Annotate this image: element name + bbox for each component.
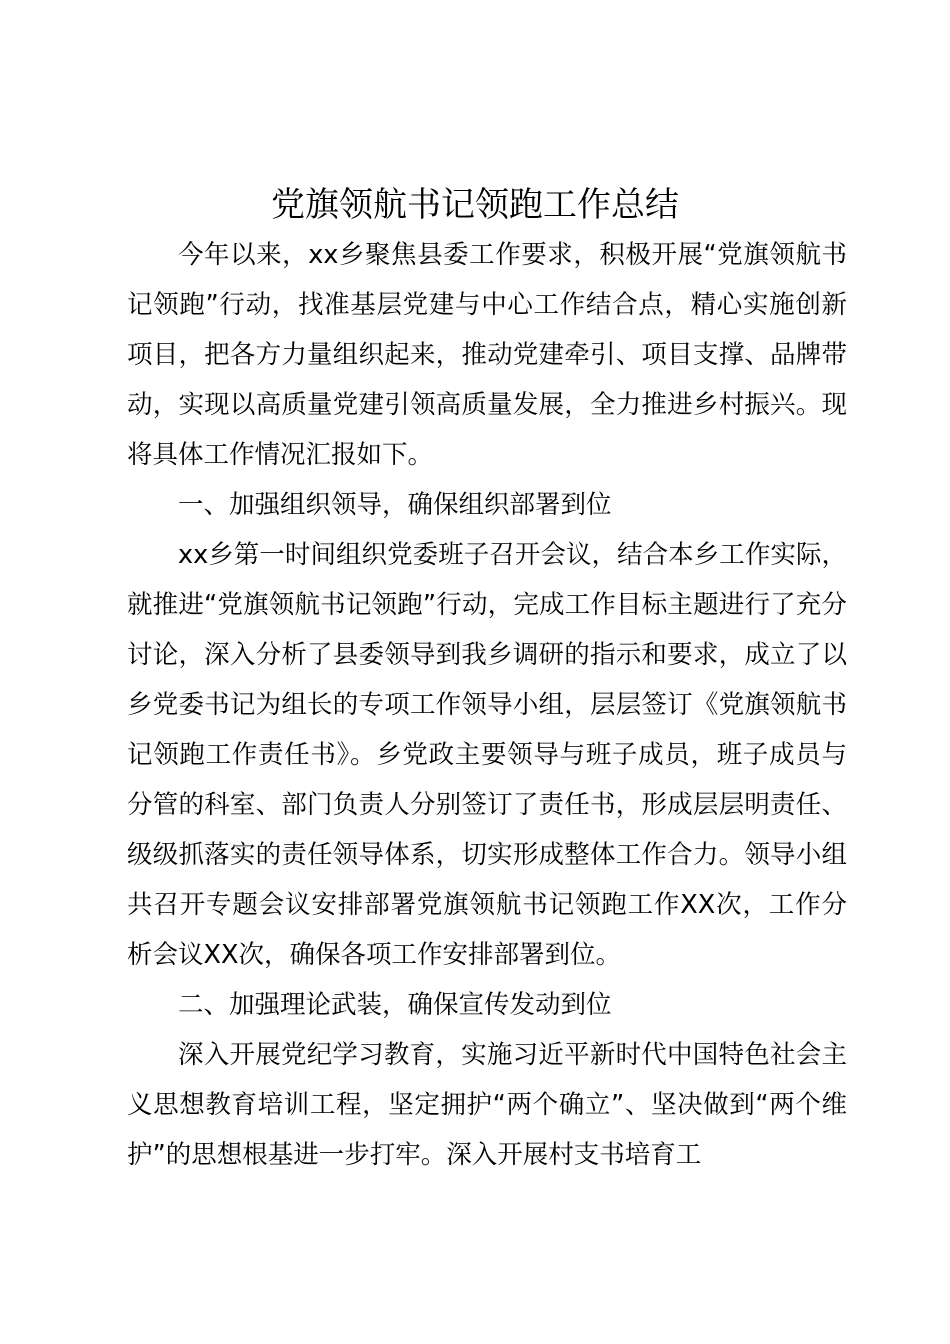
section-paragraph-2: 深入开展党纪学习教育，实施习近平新时代中国特色社会主义思想教育培训工程，坚定拥护“两个确立”、坚决做到“两个维护”的思想根基进一步打牢。深入开展村支书培育工 (127, 1040, 847, 1170)
document-body (127, 230, 847, 1180)
document-title: 党旗领航书记领跑工作总结 (271, 185, 679, 225)
section-heading-1: 一、加强组织领导，确保组织部署到位 (178, 490, 612, 520)
intro-paragraph: 今年以来，xx乡聚焦县委工作要求，积极开展“党旗领航书记领跑”行动，找准基层党建与中心工作结合点，精心实施创新项目，把各方力量组织起来，推动党建牵引、项目支撑、品牌带动，实现以高质量党建引领高质量发展，全力推进乡村振兴。现将具体工作情况汇报如下。 (127, 240, 847, 470)
section-paragraph-1: xx乡第一时间组织党委班子召开会议，结合本乡工作实际，就推进“党旗领航书记领跑”行动，完成工作目标主题进行了充分讨论，深入分析了县委领导到我乡调研的指示和要求，成立了以乡党委书记为组长的专项工作领导小组，层层签订《党旗领航书记领跑工作责任书》。乡党政主要领导与班子成员，班子成员与分管的科室、部门负责人分别签订了责任书，形成层层明责任、级级抓落实的责任领导体系，切实形成整体工作合力。领导小组共召开专题会议安排部署党旗领航书记领跑工作XX次，工作分析会议XX次，确保各项工作安排部署到位。 (127, 540, 847, 970)
section-heading-2: 二、加强理论武装，确保宣传发动到位 (178, 990, 612, 1020)
